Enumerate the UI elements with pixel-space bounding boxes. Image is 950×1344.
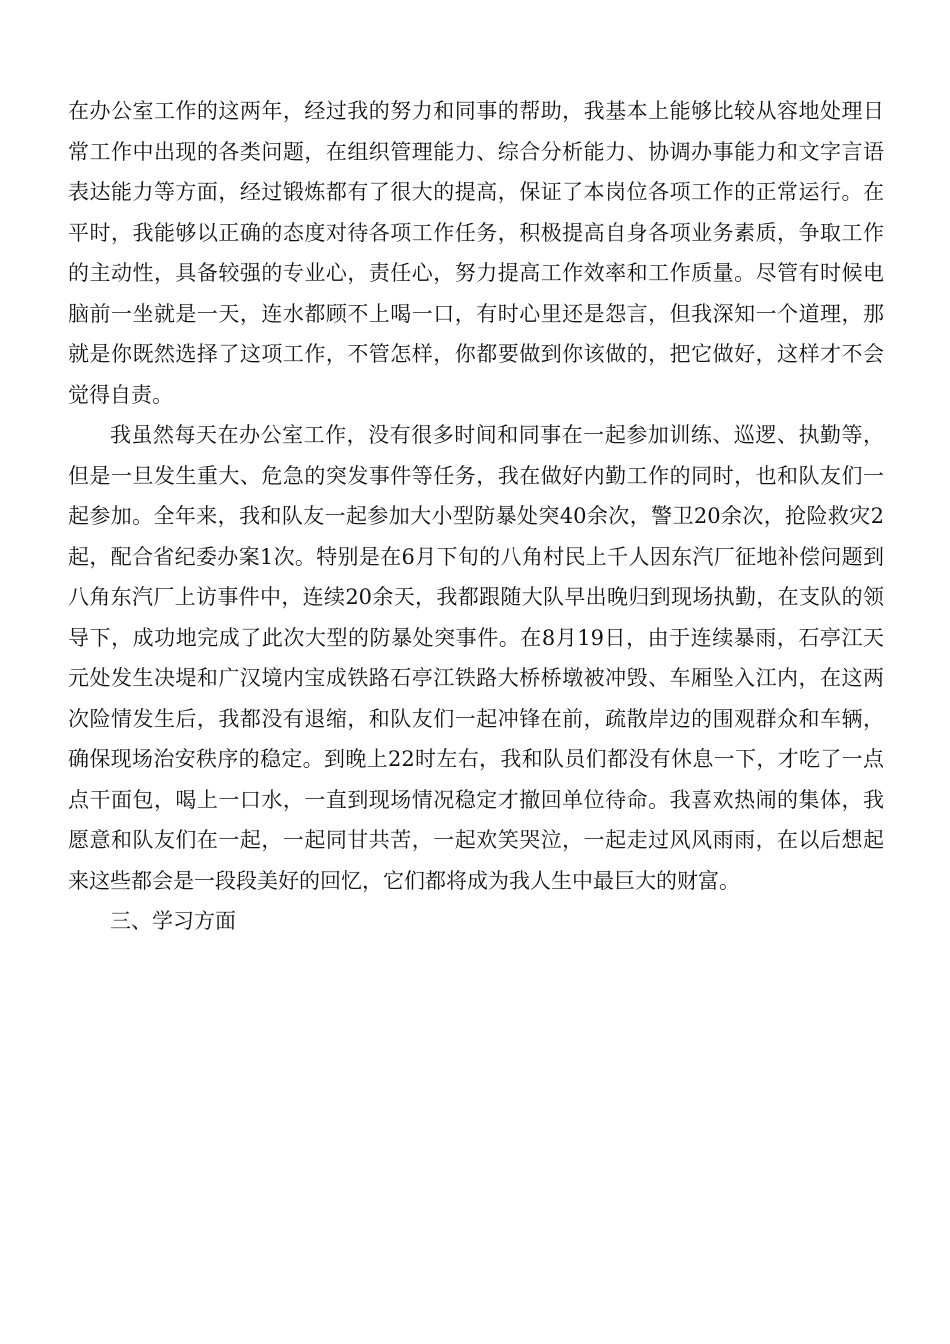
section-heading-study: 三、学习方面 [110,909,236,933]
document-page [68,91,884,942]
paragraph-field-duty: 我虽然每天在办公室工作，没有很多时间和同事在一起参加训练、巡逻、执勤等，但是一旦发生重大、危急的突发事件等任务，我在做好内勤工作的同时，也和队友们一起参加。全年来，我和队友一起参加大小型防暴处突40余次，警卫20余次，抢险救灾2起，配合省纪委办案1次。特别是在6月下旬的八角村民上千人因东汽厂征地补偿问题到八角东汽厂上访事件中，连续20余天，我都跟随大队早出晚归到现场执勤，在支队的领导下，成功地完成了此次大型的防暴处突事件。在8月19日，由于连续暴雨，石亭江天元处发生决堤和广汉境内宝成铁路石亭江铁路大桥桥墩被冲毁、车厢坠入江内，在这两次险情发生后，我都没有退缩，和队友们一起冲锋在前，疏散岸边的围观群众和车辆，确保现场治安秩序的稳定。到晚上22时左右，我和队员们都没有休息一下，才吃了一点点干面包，喝上一口水，一直到现场情况稳定才撤回单位待命。我喜欢热闹的集体，我愿意和队友们在一起，一起同甘共苦，一起欢笑哭泣，一起走过风风雨雨，在以后想起来这些都会是一段段美好的回忆，它们都将成为我人生中最巨大的财富。 [68,423,884,893]
paragraph-office-work: 在办公室工作的这两年，经过我的努力和同事的帮助，我基本上能够比较从容地处理日常工作中出现的各类问题，在组织管理能力、综合分析能力、协调办事能力和文字言语表达能力等方面，经过锻炼都有了很大的提高，保证了本岗位各项工作的正常运行。在平时，我能够以正确的态度对待各项工作任务，积极提高自身各项业务素质，争取工作的主动性，具备较强的专业心，责任心，努力提高工作效率和工作质量。尽管有时候电脑前一坐就是一天，连水都顾不上喝一口，有时心里还是怨言，但我深知一个道理，那就是你既然选择了这项工作，不管怎样，你都要做到你该做的，把它做好，这样才不会觉得自责。 [68,99,884,407]
